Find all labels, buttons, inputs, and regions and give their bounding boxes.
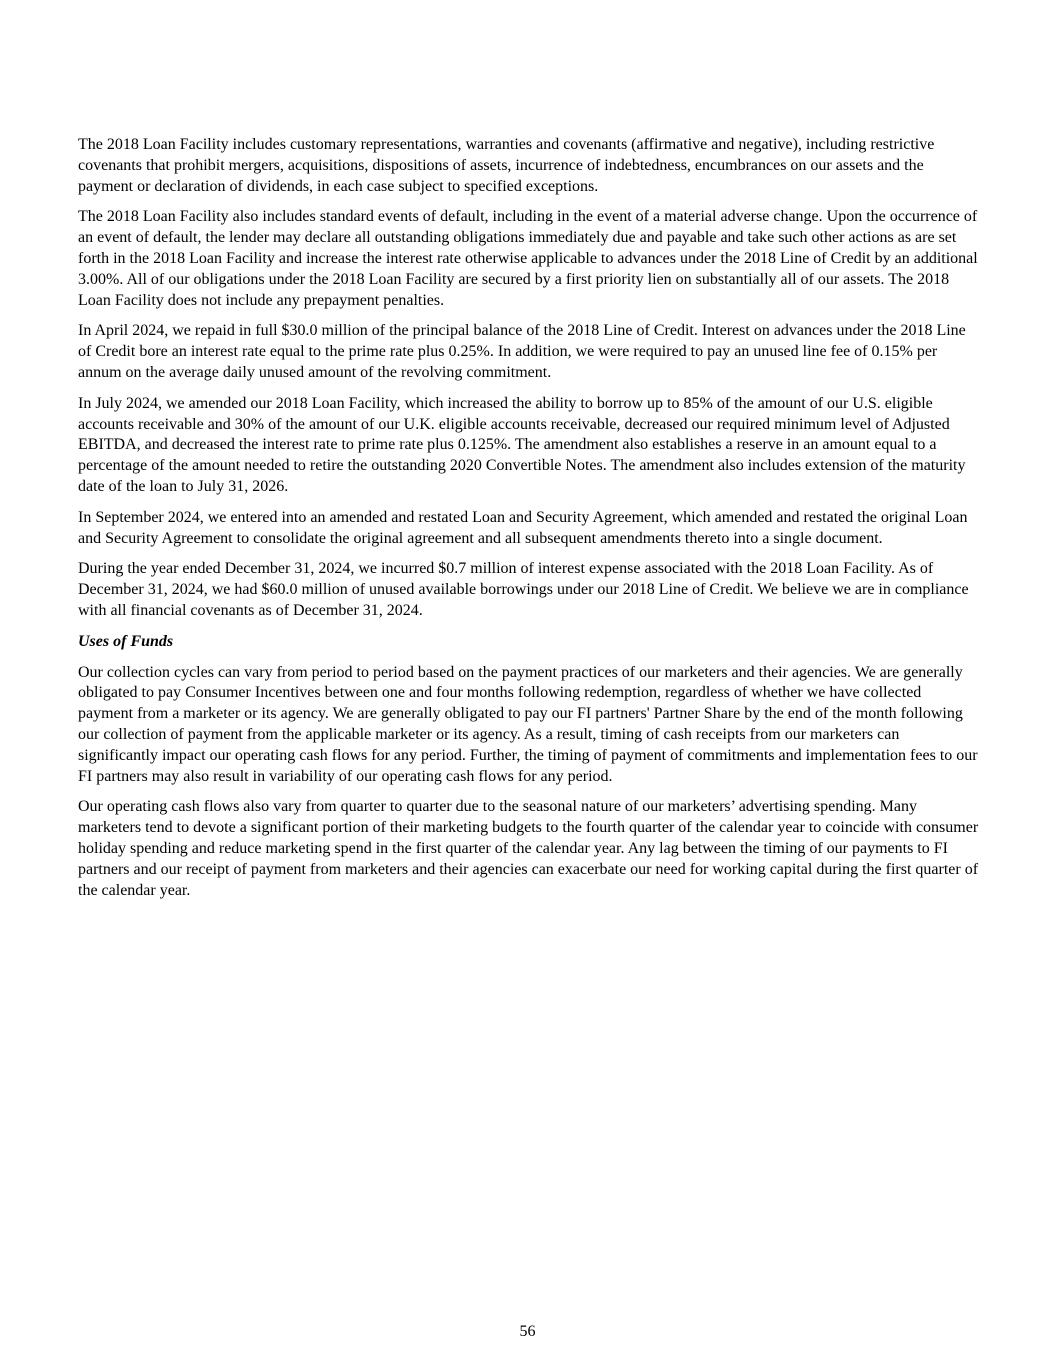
paragraph-september-2024-agreement: In September 2024, we entered into an amended and restated Loan and Security Agreement, which amended and restated the original Loan and Security Agreement to consolidate the original agreement and all subsequent amendments thereto into a single document. — [78, 508, 968, 547]
document-body — [78, 135, 980, 911]
paragraph-collection-cycles: Our collection cycles can vary from period to period based on the payment practices of our marketers and their agencies. We are generally obligated to pay Consumer Incentives between one and four months following redemption, regardless of whether we have collected payment from a marketer or its agency. We are generally obligated to pay our FI partners' Partner Share by the end of the month following our collection of payment from the applicable marketer or its agency. As a result, timing of cash receipts from our marketers can significantly impact our operating cash flows for any period. Further, the timing of payment of commitments and implementation fees to our FI partners may also result in variability of our operating cash flows for any period. — [78, 663, 978, 785]
paragraph-april-2024-repayment: In April 2024, we repaid in full $30.0 million of the principal balance of the 2018 Line of Credit. Interest on advances under the 2018 Line of Credit bore an interest rate equal to the prime rate plus 0.25%. In addition, we were required to pay an unused line fee of 0.15% per annum on the average daily unused amount of the revolving commitment. — [78, 322, 966, 381]
paragraph-july-2024-amendment: In July 2024, we amended our 2018 Loan Facility, which increased the ability to borrow up to 85% of the amount of our U.S. eligible accounts receivable and 30% of the amount of our U.K. eligible accounts receivable, decreased our required minimum level of Adjusted EBITDA, and decreased the interest rate to prime rate plus 0.125%. The amendment also establishes a reserve in an amount equal to a percentage of the amount needed to retire the outstanding 2020 Convertible Notes. The amendment also includes extension of the maturity date of the loan to July 31, 2026. — [78, 394, 966, 495]
paragraph-interest-expense: During the year ended December 31, 2024, we incurred $0.7 million of interest expense associated with the 2018 Loan Facility. As of December 31, 2024, we had $60.0 million of unused available borrowings under our 2018 Line of Credit. We believe we are in compliance with all financial covenants as of December 31, 2024. — [78, 560, 969, 619]
paragraph-events-of-default: The 2018 Loan Facility also includes standard events of default, including in the event of a material adverse change. Upon the occurrence of an event of default, the lender may declare all outstanding obligations immediately due and payable and take such other actions as are set forth in the 2018 Loan Facility and increase the interest rate otherwise applicable to advances under the 2018 Line of Credit by an additional 3.00%. All of our obligations under the 2018 Loan Facility are secured by a first priority lien on substantially all of our assets. The 2018 Loan Facility does not include any prepayment penalties. — [78, 208, 978, 309]
section-heading-uses-of-funds: Uses of Funds — [78, 632, 174, 650]
paragraph-seasonal-cash-flows: Our operating cash flows also vary from quarter to quarter due to the seasonal nature of our marketers’ advertising spending. Many marketers tend to devote a significant portion of their marketing budgets to the fourth quarter of the calendar year to coincide with consumer holiday spending and reduce marketing spend in the first quarter of the calendar year. Any lag between the timing of our payments to FI partners and our receipt of payment from marketers and their agencies can exacerbate our need for working capital during the first quarter of the calendar year. — [78, 798, 979, 899]
page-number: 56 — [519, 1323, 536, 1340]
paragraph-covenants: The 2018 Loan Facility includes customary representations, warranties and covenants (affirmative and negative), including restrictive covenants that prohibit mergers, acquisitions, dispositions of assets, incurrence of indebtedness, encumbrances on our assets and the payment or declaration of dividends, in each case subject to specified exceptions. — [78, 136, 935, 195]
